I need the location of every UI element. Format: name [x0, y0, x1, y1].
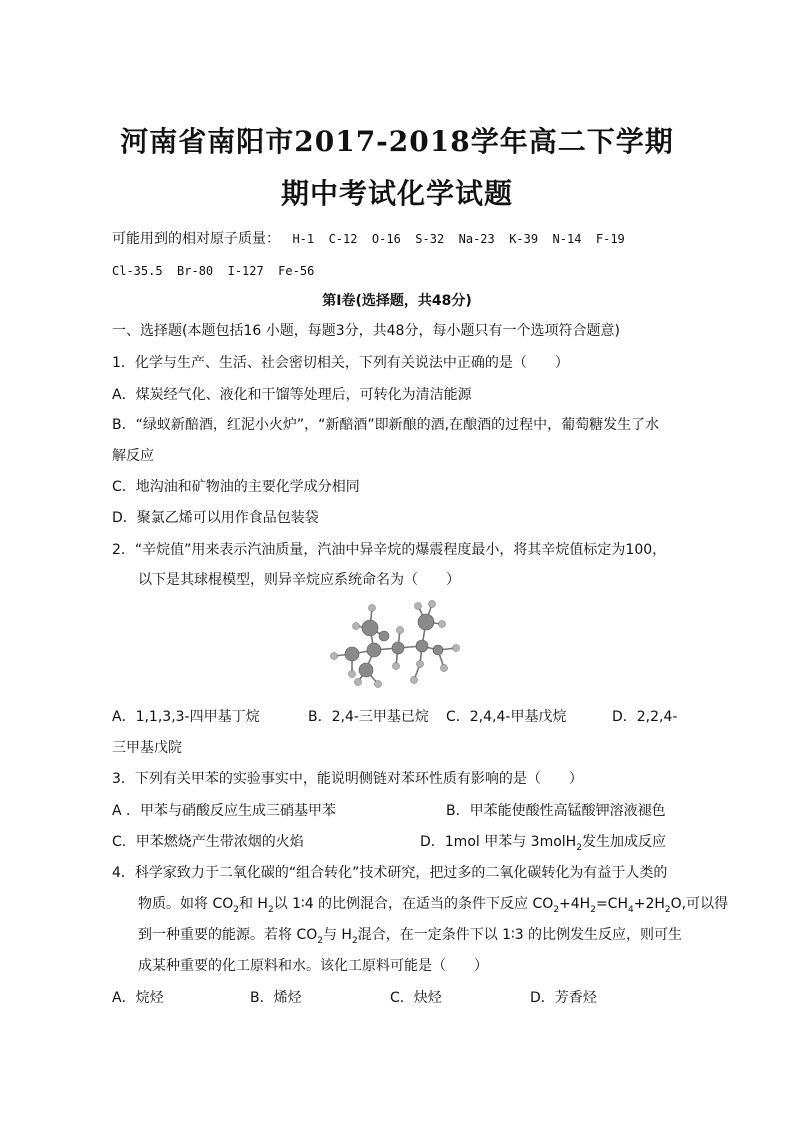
q4-stem-line-2: 物质。如将 $CO_2$和 $H_2$以 1∶4 的比例混合，在适当的条件下反应 $CO_2+4H_2=CH_4+2H_2O$,可以得	[138, 896, 729, 915]
q1-option-b-cont: 解反应	[112, 448, 154, 464]
q1-option-a: A．煤炭经气化、液化和干馏等处理后，可转化为清洁能源	[112, 387, 472, 403]
q2-option-c: C．2,4,4-甲基戊烷	[446, 709, 567, 725]
q3-options-row-2	[112, 833, 672, 851]
section-intro: 一、选择题(本题包括16 小题，每题3分，共48分，每小题只有一个选项符合题意)	[112, 323, 620, 339]
atomic-mass-values-2: Cl-35.5 Br-80 I-127 Fe-56	[112, 264, 315, 278]
ball-and-stick-model-image	[322, 598, 468, 694]
q1-stem: 1．化学与生产、生活、社会密切相关，下列有关说法中正确的是（ ）	[112, 355, 569, 371]
atomic-mass-label: 可能用到的相对原子质量：	[112, 231, 280, 247]
q1-option-b: B．“绿蚁新醅酒，红泥小火炉”，“新醅酒”即新酿的酒,在酿酒的过程中，葡萄糖发生了水	[112, 417, 660, 433]
q3-option-b: B．甲苯能使酸性高锰酸钾溶液褪色	[446, 803, 666, 819]
atomic-mass-values-1: H-1 C-12 O-16 S-32 Na-23 K-39 N-14 F-19	[292, 232, 625, 246]
title-line-1: 河南省南阳市2017-2018学年高二下学期	[120, 125, 674, 158]
atomic-mass-line-1	[112, 230, 625, 248]
q2-option-a: A．1,1,3,3-四甲基丁烷	[112, 709, 260, 725]
q4-option-a: A．烷烃	[112, 990, 164, 1006]
q3-option-d: D．1mol 甲苯与 3molH$_2$发生加成反应	[420, 834, 666, 853]
q4-option-c: C．炔烃	[390, 990, 442, 1006]
q3-option-c: C．甲苯燃烧产生带浓烟的火焰	[112, 834, 304, 850]
q2-option-d-cont: 三甲基戊院	[112, 740, 182, 756]
q2-stem-cont: 以下是其球棍模型，则异辛烷应系统命名为（ ）	[138, 572, 460, 588]
section-title: 第Ⅰ卷(选择题，共48分)	[322, 293, 472, 309]
q3-stem: 3．下列有关甲苯的实验事实中，能说明侧链对苯环性质有影响的是（ ）	[112, 771, 583, 787]
q2-stem: 2．“辛烷值”用来表示汽油质量，汽油中异辛烷的爆震程度最小，将其辛烷值标定为100，	[112, 542, 667, 558]
title-line-2: 期中考试化学试题	[280, 177, 513, 210]
q4-stem-line-1: 4．科学家致力于二氧化碳的“组合转化”技术研究，把过多的二氧化碳转化为有益于人类的	[112, 865, 668, 881]
q3-option-a: A ．甲苯与硝酸反应生成三硝基甲苯	[112, 803, 337, 819]
q2-option-d: D．2,2,4-	[612, 709, 678, 725]
q1-option-c: C．地沟油和矿物油的主要化学成分相同	[112, 479, 360, 495]
q4-option-b: B．烯烃	[250, 990, 302, 1006]
q4-option-d: D．芳香烃	[530, 990, 597, 1006]
q4-options-row	[112, 989, 612, 1007]
q4-stem-line-3: 到一种重要的能源。若将 $CO_2$与 $H_2$混合，在一定条件下以 1∶3 的比例发生反应，则可生	[138, 927, 683, 946]
q4-stem-line-4: 成某种重要的化工原料和水。该化工原料可能是（ ）	[138, 958, 488, 974]
q1-option-d: D．聚氯乙烯可以用作食品包装袋	[112, 510, 319, 526]
q3-options-row-1	[112, 802, 672, 820]
q2-options-row	[112, 708, 682, 726]
q2-option-b: B．2,4-三甲基已烷	[308, 709, 429, 725]
